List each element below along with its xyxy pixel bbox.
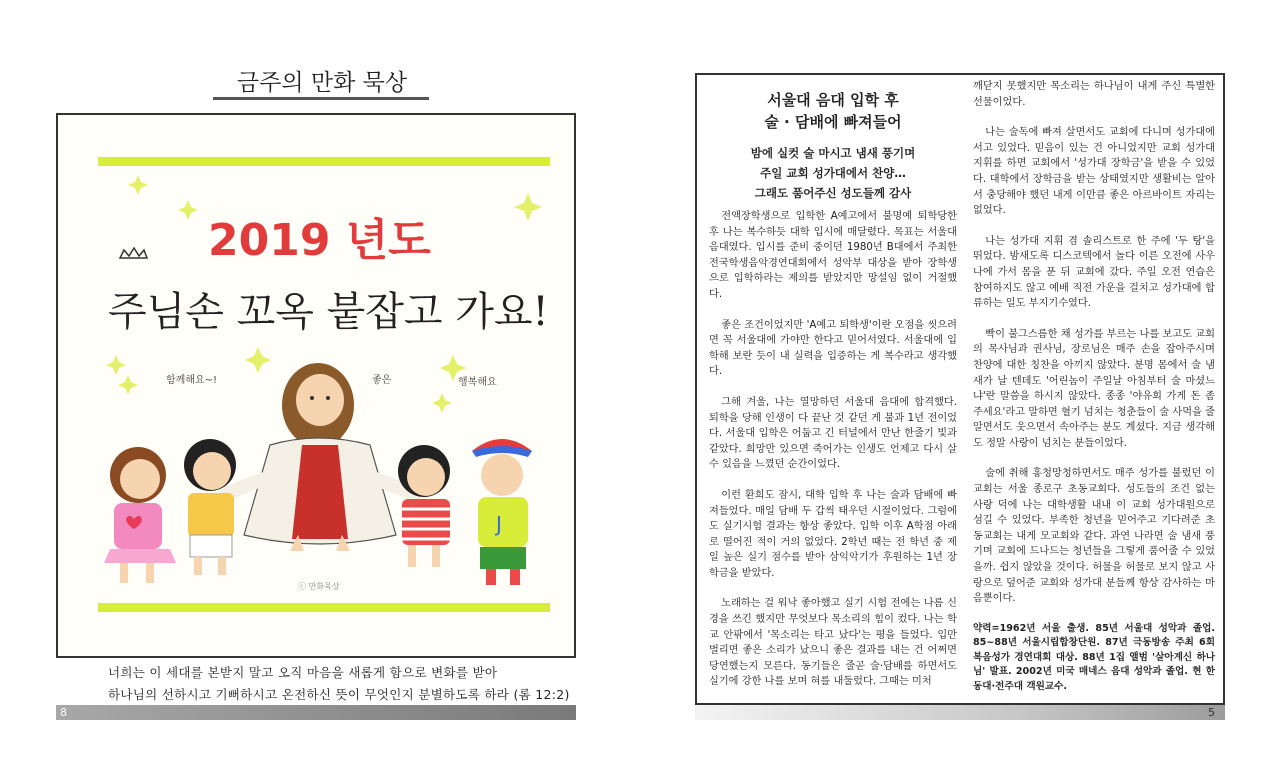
cartoon-year-text: 2019 년도 [208, 215, 431, 266]
headline-line-2: 술 · 담배에 빠져들어 [764, 113, 902, 131]
verse-line-1: 너희는 이 세대를 본받지 말고 오직 마음을 새롭게 함으로 변화를 받아 [108, 665, 498, 680]
cartoon-label-mid: 좋은 [372, 375, 392, 386]
page-title: 금주의 만화 묵상 [236, 70, 408, 96]
title-underline [213, 97, 429, 100]
paragraph: 깨닫지 못했지만 목소리는 하나님이 내게 주신 특별한 선물이었다. [973, 81, 1215, 108]
left-page-footer-bar [56, 705, 576, 720]
svg-text:J: J [496, 512, 502, 536]
cartoon-drawing [58, 115, 574, 656]
paragraph: 전액장학생으로 입학한 A예고에서 불명예 퇴학당한 후 나는 복수하듯 대학 입시에 매달렸다. 목표는 서울대 음대였다. 입시를 준비 중이던 1980년 B대에서 주최한 전국학생음악경연대회에서 성악부 대상을 받아 장학생으로 입학하라는 제의를 받았지만 망설임 없이 거절했다. [709, 211, 957, 300]
child-boy-right [472, 439, 532, 585]
paragraph: 이런 환희도 잠시, 대학 입학 후 나는 술과 담배에 빠져들었다. 매일 담배 두 갑씩 태우던 시절이었다. 그럼에도 실기시험 결과는 항상 좋았다. 입학 이후 A학점 아래로 떨어진 적이 거의 없었다. 2학년 때는 전 학년 중 제일 높은 실기 점수를 받아 삼익악기가 후원하는 1년 장학금을 받았다. [709, 489, 957, 579]
paragraph: 술에 취해 홍청망청하면서도 매주 성가를 불렀던 이 교회는 서울 종로구 초동교회다. 성도들의 조건 없는 사랑 덕에 나는 대학생활 내내 이 교회 성가대원으로 섬길 수 있었다. 부족한 청년을 믿어주고 기다려준 초동교회는 내게 모교회와 같다. 과연 나라면 술 냄새 풍기며 교회에 드나드는 청년들을 그렇게 품어줄 수 있었을까. 쉽지 않았을 것이다. 허물을 허물로 보지 않고 사랑으로 덮어준 교회와 성가대 분들께 항상 감사하는 마음뿐이다. [973, 468, 1215, 605]
paragraph: 나는 술독에 빠져 살면서도 교회에 다니며 성가대에 서고 있었다. 믿음이 있는 건 아니었지만 교회 성가대 지휘를 하면 교회에서 '성가대 장학금'을 받을 수 있었다. 대학에서 장학금을 받는 상태였지만 생활비는 알아서 충당해야 했던 내게 이만큼 좋은 아르바이트 자리는 없었다. [973, 127, 1215, 217]
author-bio: 약력=1962년 서울 출생. 85년 서울대 성악과 졸업. 85~88년 서울시립합창단원. 87년 극동방송 주최 6회 복음성가 경연대회 대상. 88년 1집 앨범 '살아계신 하나님' 발표. 2002년 미국 매네스 음대 성악과 졸업. 현 한동대·전주대 객원교수. [973, 622, 1215, 692]
paragraph: 빡이 불그스름한 채 성가를 부르는 나를 보고도 교회의 목사님과 권사님, 장로님은 매주 손을 잡아주시며 찬양에 대한 칭찬을 아끼지 않았다. 분명 몸에서 술 냄새가 날 텐데도 '어린놈이 주일날 아침부터 술 마셨느냐'란 말씀을 하시지 않았다. 종종 '야유회 가게 돈 좀 주세요'라고 말하면 혈기 넘치는 청춘들이 술 사먹을 줄 알면서도 웃으면서 속아주는 분도 계셨다. 지금 생각해도 정말 사랑이 넘치는 분들이었다. [973, 328, 1215, 449]
article-headline [709, 89, 957, 133]
child-girl-left [104, 447, 176, 583]
top-green-stripe [98, 157, 550, 166]
paragraph: 나는 성가대 지휘 겸 솔리스트로 한 주에 '두 탕'을 뛰었다. 밤새도록 디스코텍에서 놀다 이른 오전에 사우나에 가서 몸을 푼 뒤 교회에 갔다. 주일 오전 연습은 참여하지도 않고 예배 직전 가운을 걸치고 성가대에 합류하는 일도 부지기수였다. [973, 235, 1215, 310]
child-boy-2 [184, 439, 236, 575]
paragraph: 그해 겨울, 나는 열망하던 서울대 음대에 합격했다. 퇴학을 당해 인생이 다 끝난 것 같던 게 불과 1년 전이었다. 서울대 입학은 어둡고 긴 터널에서 만난 한줄기 빛과 같았다. 희망만 있으면 죽어가는 인생도 언제고 다시 살 수 있음을 느꼈던 순간이었다. [709, 396, 957, 471]
cartoon-label-right: 행복해요 [458, 377, 497, 388]
child-girl-4 [398, 445, 450, 567]
right-page-number: 5 [1208, 706, 1215, 719]
bottom-green-stripe [98, 603, 550, 612]
cartoon-stamp: ⓒ 만화묵상 [298, 582, 340, 591]
crown-icon [120, 248, 147, 258]
headline-line-1: 서울대 음대 입학 후 [767, 91, 899, 109]
bible-verse [108, 662, 570, 706]
verse-line-2: 하나님의 선하시고 기뻐하시고 온전하신 뜻이 무엇인지 분별하도록 하라 (롬 12:2) [108, 687, 570, 702]
jesus-figure [226, 363, 420, 551]
paragraph: 좋은 조건이었지만 'A예고 퇴학생'이란 오점을 씻으려면 꼭 서울대에 가야만 한다고 믿어서였다. 서울대에 입학해 보란 듯이 내 실력을 입증하는 게 복수라고 생각했다. [709, 319, 957, 378]
article-subhead [709, 143, 957, 203]
paragraph: 노래하는 걸 워낙 좋아했고 실기 시험 전에는 나름 신경을 쓰긴 했지만 무엇보다 목소리의 힘이 컸다. 나는 학교 안팎에서 '목소리는 타고 났다'는 평을 들었다. 입만 벌리면 좋은 소리가 났으니 좋은 결과를 내는 건 어쩌면 당연했는지 모른다. 동기들은 줄곧 술·담배를 하면서도 실기에 강한 나를 보며 혀를 내둘렀다. 그때는 미처 [709, 598, 957, 688]
cartoon-label-left: 함께해요~! [166, 375, 218, 386]
subhead-line-2: 주일 교회 성가대에서 찬양… [760, 166, 906, 180]
article-column-2 [973, 79, 1215, 709]
article-column-1 [709, 89, 957, 705]
subhead-line-3: 그래도 품어주신 성도들께 감사 [754, 186, 912, 200]
right-page-footer-bar [695, 705, 1225, 720]
cartoon-illustration [56, 113, 576, 658]
right-page-article [695, 73, 1225, 705]
subhead-line-1: 밤에 실컷 술 마시고 냄새 풍기며 [750, 146, 916, 160]
left-page-number: 8 [60, 706, 67, 719]
cartoon-main-text: 주님손 꼬옥 붙잡고 가요! [108, 289, 549, 335]
